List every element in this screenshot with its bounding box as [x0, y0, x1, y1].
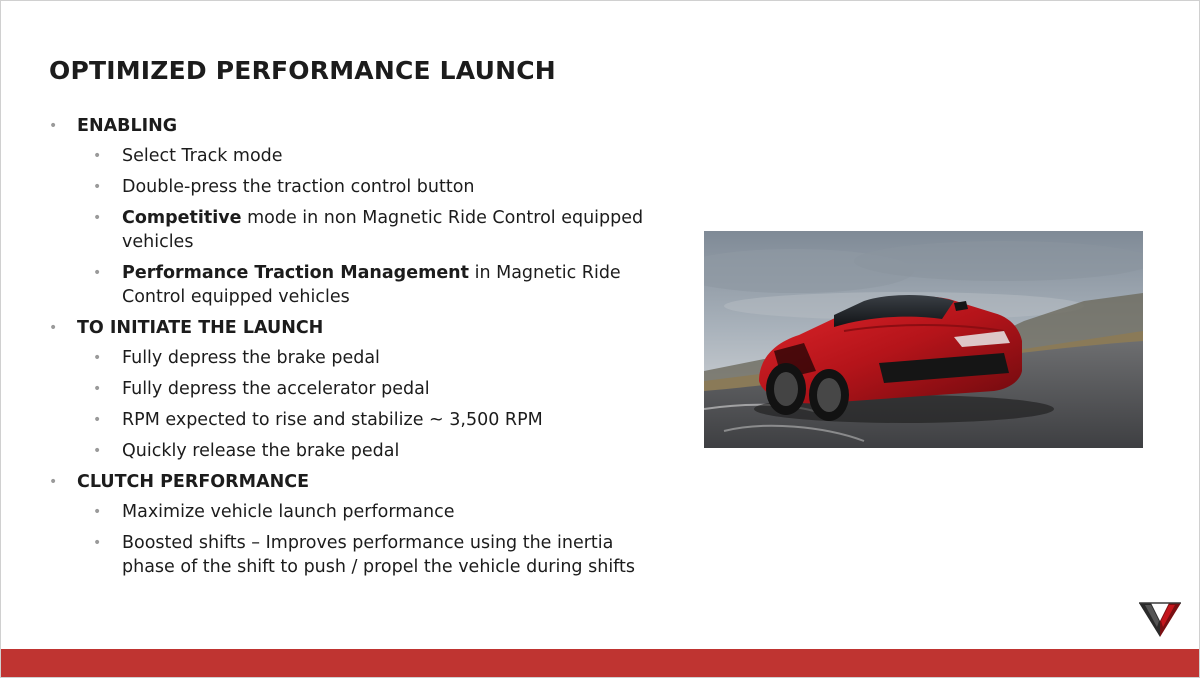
bullet-dot: • — [93, 412, 102, 428]
item-bold-text: Competitive — [122, 208, 242, 228]
bullet-dot: • — [93, 210, 102, 226]
bullet-list — [45, 114, 665, 586]
section-heading — [45, 316, 665, 340]
bullet-dot: • — [49, 118, 58, 134]
item-text: Maximize vehicle launch performance — [122, 502, 455, 522]
list-item — [45, 144, 665, 168]
section-heading — [45, 470, 665, 494]
bullet-dot: • — [93, 535, 102, 551]
item-text: Select Track mode — [122, 146, 283, 166]
logo-graphic — [1137, 597, 1183, 639]
item-text: mode in non Magnetic Ride Control equipped vehicles — [122, 208, 644, 252]
list-item — [45, 346, 665, 370]
list-item — [45, 206, 665, 254]
list-item — [45, 175, 665, 199]
section-heading-label: TO INITIATE THE LAUNCH — [77, 318, 324, 338]
section-heading — [45, 114, 665, 138]
list-item — [45, 261, 665, 309]
bullet-dot: • — [93, 350, 102, 366]
item-bold-text: Performance Traction Management — [122, 263, 470, 283]
bullet-dot: • — [93, 381, 102, 397]
slide-title: OPTIMIZED PERFORMANCE LAUNCH — [49, 56, 556, 85]
item-text: Fully depress the brake pedal — [122, 348, 380, 368]
bullet-dot: • — [93, 504, 102, 520]
bullet-dot: • — [93, 148, 102, 164]
bullet-dot: • — [49, 320, 58, 336]
item-text: Boosted shifts – Improves performance using the inertia phase of the shift to push / propel the vehicle during shifts — [122, 533, 636, 577]
crossed-flags-logo-icon — [1137, 597, 1183, 639]
item-text: Quickly release the brake pedal — [122, 441, 400, 461]
list-item — [45, 439, 665, 463]
item-text: Fully depress the accelerator pedal — [122, 379, 430, 399]
list-item — [45, 500, 665, 524]
red-sports-car-photo — [704, 231, 1143, 448]
item-text: in Magnetic Ride Control equipped vehicles — [122, 263, 621, 307]
section-initiate-launch — [45, 316, 665, 463]
item-text: Double-press the traction control button — [122, 177, 475, 197]
bullet-dot: • — [93, 265, 102, 281]
item-text: RPM expected to rise and stabilize ~ 3,500 RPM — [122, 410, 543, 430]
bullet-dot: • — [93, 179, 102, 195]
list-item — [45, 377, 665, 401]
car-photo-illustration — [704, 231, 1143, 448]
list-item — [45, 408, 665, 432]
bullet-dot: • — [49, 474, 58, 490]
section-clutch-performance — [45, 470, 665, 579]
bullet-dot: • — [93, 443, 102, 459]
section-heading-label: ENABLING — [77, 116, 178, 136]
section-enabling — [45, 114, 665, 309]
section-heading-label: CLUTCH PERFORMANCE — [77, 472, 310, 492]
list-item — [45, 531, 665, 579]
footer-accent-bar — [1, 649, 1199, 677]
